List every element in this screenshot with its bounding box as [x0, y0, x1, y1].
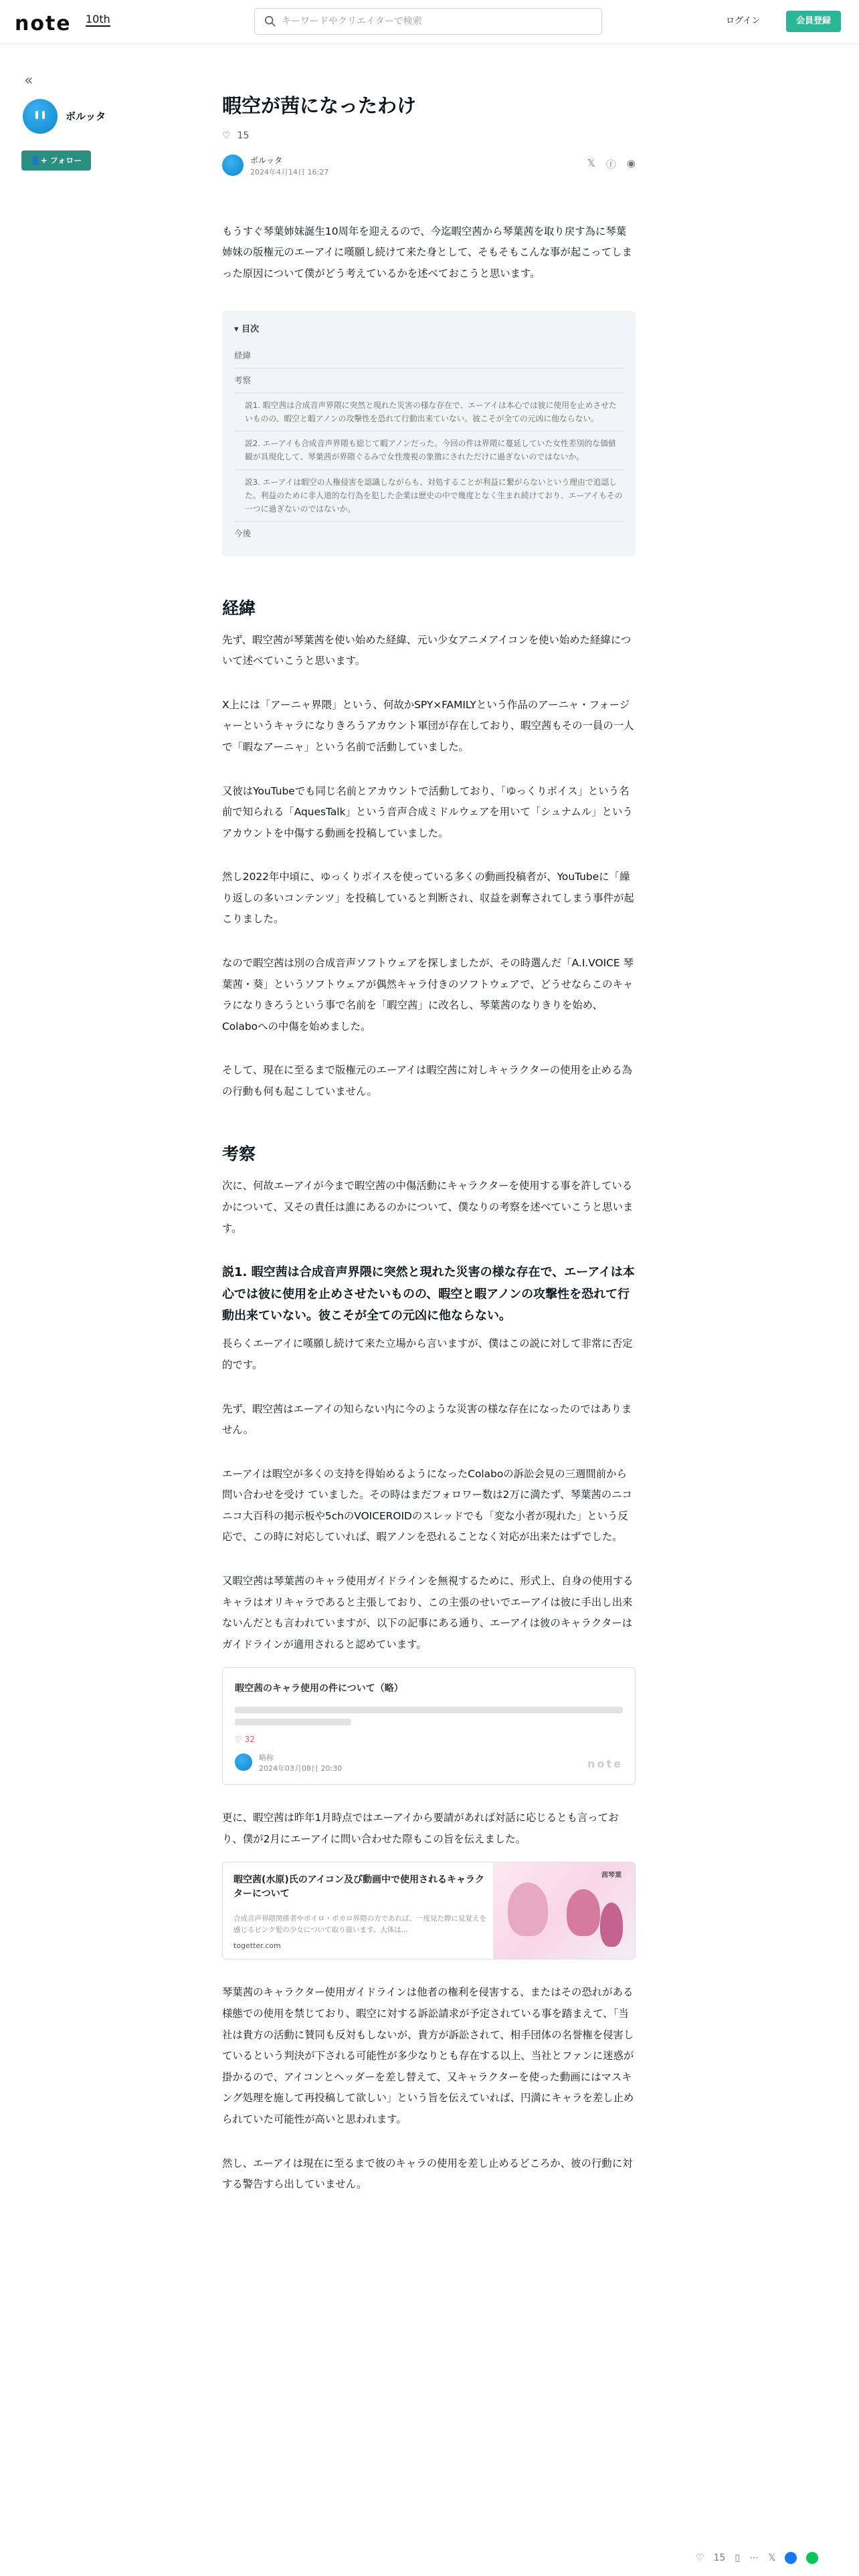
search-input[interactable] — [282, 14, 589, 29]
x-share-icon[interactable]: 𝕏 — [587, 156, 595, 169]
embedded-link-card[interactable] — [222, 1862, 636, 1959]
floating-action-bar — [696, 2548, 856, 2568]
author-row — [222, 153, 636, 180]
collapse-sidebar-icon[interactable]: « — [24, 72, 33, 89]
toc-heading[interactable]: ▾ 目次 — [234, 324, 260, 335]
login-link[interactable]: ログイン — [726, 16, 761, 26]
heart-icon[interactable]: ♡ — [222, 130, 231, 141]
body-paragraph: 然し、エーアイは現在に至るまで彼のキャラの使用を差し止めるどころか、彼の行動に対する警告すら出していません。 — [222, 2157, 633, 2191]
facebook-share-icon[interactable] — [785, 2552, 797, 2564]
user-plus-icon: 👤+ — [30, 156, 47, 165]
body-paragraph: 又彼はYouTubeでも同じ名前とアカウントで活動しており、「ゆっくりボイス」という名前で知られる「AquesTalk」という音声合成ミドルウェアを用いて「シュナムル」というアカウントを中傷する動画を投稿していました。 — [222, 784, 633, 839]
line-share-icon[interactable]: ◉ — [626, 156, 636, 169]
section-heading: 経緯 — [222, 598, 256, 618]
x-share-icon[interactable]: 𝕏 — [768, 2553, 776, 2563]
card-excerpt-placeholder — [235, 1707, 623, 1713]
sidebar-author-name[interactable]: ボルッタ — [66, 110, 106, 122]
anniversary-badge: 10th — [86, 13, 110, 25]
body-paragraph: 然し2022年中頃に、ゆっくりボイスを使っている多くの動画投稿者が、YouTubeに「繰り返しの多いコンテンツ」を投稿していると判断され、収益を剥奪されてしまう事件が起こりました。 — [222, 871, 634, 926]
site-header — [0, 0, 859, 44]
body-paragraph: エーアイは暇空が多くの支持を得始めるようになったColaboの訴訟会見の三週間前から問い合わせを受け ていました。その時はまだフォロワー数は2万に満たず、琴葉茜のニコニコ大百科の掲示板や5chのVOICEROIDのスレッドでも「変な小者が現れた」という反応で、この時に対応していれば、暇アノンを恐れることなく対応が出来たはずでした。 — [222, 1467, 632, 1543]
more-icon[interactable]: ⋯ — [749, 2553, 759, 2563]
body-paragraph: 先ず、暇空茜が琴葉茜を使い始めた経緯、元い少女アニメアイコンを使い始めた経緯について述べていこうと思います。 — [222, 633, 632, 667]
toc-item[interactable]: 考察 — [234, 368, 624, 393]
card-date: 2024年03月08日 20:30 — [259, 1764, 343, 1774]
toc-item[interactable]: 経緯 — [234, 344, 624, 368]
search-box[interactable] — [254, 8, 602, 35]
section-heading: 考察 — [222, 1144, 256, 1164]
toc-item[interactable]: 説1. 暇空茜は合成音声界隈に突然と現れた災害の様な存在で、エーアイは本心では彼に使用を止めさせたいものの、暇空と暇アノンの攻撃性を恐れて行動出来ていない。彼こそが全ての元凶に他ならない。 — [234, 393, 624, 431]
like-count: 15 — [237, 130, 250, 141]
card-title: 暇空茜のキャラ使用の件について（略） — [235, 1683, 403, 1695]
link-card-description: 合成音声界隈関係者やボイロ・ボカロ界隈の方であれば、一度見た際に見覚えを感じるピンク髪の少女について取り扱います。大体は... — [233, 1915, 486, 1935]
author-avatar[interactable] — [222, 154, 244, 176]
publish-date: 2024年4月14日 16:27 — [250, 167, 329, 177]
author-name[interactable]: ボルッタ — [250, 155, 283, 165]
like-count: 15 — [713, 2553, 726, 2563]
heart-icon[interactable]: ♡ — [696, 2553, 704, 2563]
intro-paragraph: もうすぐ琴葉姉妹誕生10周年を迎えるので、今迄暇空茜から琴葉茜を取り戻す為に琴葉姉妹の版権元のエーアイに嘆願し続けて来た身として、そもそもこんな事が起こってしまった原因について僕がどう考えているかを述べておこうと思います。 — [222, 225, 632, 280]
avatar[interactable] — [23, 99, 58, 134]
character-figure — [508, 1883, 548, 1936]
card-avatar — [235, 1753, 252, 1771]
page-title: 暇空が茜になったわけ — [222, 94, 417, 117]
link-card-domain: togetter.com — [233, 1941, 281, 1951]
note-logo[interactable]: note — [15, 12, 72, 35]
share-buttons — [587, 157, 636, 171]
toc-item[interactable]: 説3. エーアイは暇空の人権侵害を認識しながらも、対処することが利益に繋がらないという理由で追認した。利益のために非人道的な行為を犯した企業は歴史の中で幾度となく生まれ続けており、エーアイもその一つに過ぎないのではないか。 — [234, 470, 624, 522]
magazine-icon[interactable]: ▯ — [735, 2553, 741, 2563]
table-of-contents — [222, 311, 636, 556]
body-paragraph: なので暇空茜は別の合成音声ソフトウェアを探しましたが、その時選んだ「A.I.VOICE 琴葉茜・葵」というソフトウェアが偶然キャラ付きのソフトウェアで、どうせならこのキャラになりきろうという事で名前を「暇空茜」に改名し、琴葉茜のなりきりを始め、Colaboへの中傷を始めました。 — [222, 957, 634, 1033]
link-card-thumbnail — [493, 1862, 635, 1959]
thumbnail-caption: 茜琴葉 — [601, 1872, 622, 1880]
card-excerpt-placeholder — [235, 1719, 351, 1725]
body-paragraph: 先ず、暇空茜はエーアイの知らない内に今のような災害の様な存在になったのではありません。 — [222, 1402, 632, 1436]
body-paragraph: 更に、暇空茜は昨年1月時点ではエーアイから要請があれば対話に応じるとも言っており、僕が2月にエーアイに問い合わせた際もこの旨を伝えました。 — [222, 1812, 619, 1845]
card-author: 略称 — [259, 1753, 274, 1763]
like-bar — [222, 128, 636, 144]
signup-button[interactable]: 会員登録 — [786, 11, 841, 32]
line-share-icon[interactable] — [806, 2552, 818, 2564]
toc-item[interactable]: 説2. エーアイも合成音声界隈も総じて暇アノンだった。今回の件は界隈に蔓延していた女性差別的な価値観が具現化して、琴葉茜が界隈ぐるみで女性蔑視の象徴にされただけに過ぎないのではないか。 — [234, 431, 624, 469]
character-figure — [567, 1889, 600, 1936]
follow-button[interactable] — [21, 150, 91, 171]
hypothesis-heading: 説1. 暇空茜は合成音声界隈に突然と現れた災害の様な存在で、エーアイは本心では彼に使用を止めさせたいものの、暇空と暇アノンの攻撃性を恐れて行動出来ていない。彼こそが全ての元凶に他ならない。 — [222, 1265, 635, 1323]
body-paragraph: 長らくエーアイに嘆願し続けて来た立場から言いますが、僕はこの説に対して非常に否定的です。 — [222, 1337, 633, 1371]
body-paragraph: 次に、何故エーアイが今まで暇空茜の中傷活動にキャラクターを使用する事を許しているかについて、又その責任は誰にあるのかについて、僕なりの考察を述べていこうと思います。 — [222, 1180, 634, 1235]
follow-label: フォロー — [50, 156, 82, 165]
body-paragraph: 琴葉茜のキャラクター使用ガイドラインは他者の権利を侵害する、またはその恐れがある様態での使用を禁じており、暇空に対する訴訟請求が予定されている事を踏まえて、「当社は貴方の活動に賛同も反対もしないが、貴方が訴訟されて、相手団体の名誉権を侵害しているという判決が下される可能性が多少なりとも存在する以上、当社とファンに迷惑が掛かるので、アイコンとヘッダーを差し替えて、又キャラクターを使った動画にはマスキング処理を施して再投稿して欲しい」という旨を伝えていれば、円満にキャラを差し止められていた可能性が高いと思われます。 — [222, 1986, 634, 2125]
article — [222, 87, 636, 2195]
facebook-share-icon[interactable]: ⓕ — [605, 158, 616, 171]
body-paragraph: X上には「アーニャ界隈」という、何故かSPY×FAMILYという作品のアーニャ・フォージャーというキャラになりきろうアカウント軍団が存在しており、暇空茜もその一員の一人で「暇なアーニャ」という名前で活動していました。 — [222, 698, 634, 753]
note-logo: note — [587, 1757, 623, 1771]
embedded-note-card[interactable] — [222, 1667, 636, 1785]
link-card-title: 暇空茜(水原)氏のアイコン及び動画中で使用されるキャラクターについて — [233, 1874, 484, 1900]
toc-item[interactable]: 今後 — [234, 528, 252, 538]
character-figure — [600, 1903, 623, 1947]
card-likes: ♡ 32 — [235, 1735, 255, 1745]
search-icon — [264, 15, 276, 27]
body-paragraph: そして、現在に至るまで版権元のエーアイは暇空茜に対しキャラクターの使用を止める為の行動も何も起こしていません。 — [222, 1064, 632, 1097]
heart-icon: ♡ — [235, 1735, 242, 1745]
body-paragraph: 又暇空茜は琴葉茜のキャラ使用ガイドラインを無視するために、形式上、自身の使用するキャラはオリキャラであると主張しており、この主張のせいでエーアイは彼に手出し出来ないんだとも言われていますが、以下の記事にある通り、エーアイは彼のキャラクターはガイドラインが適用されると認めています。 — [222, 1575, 634, 1650]
